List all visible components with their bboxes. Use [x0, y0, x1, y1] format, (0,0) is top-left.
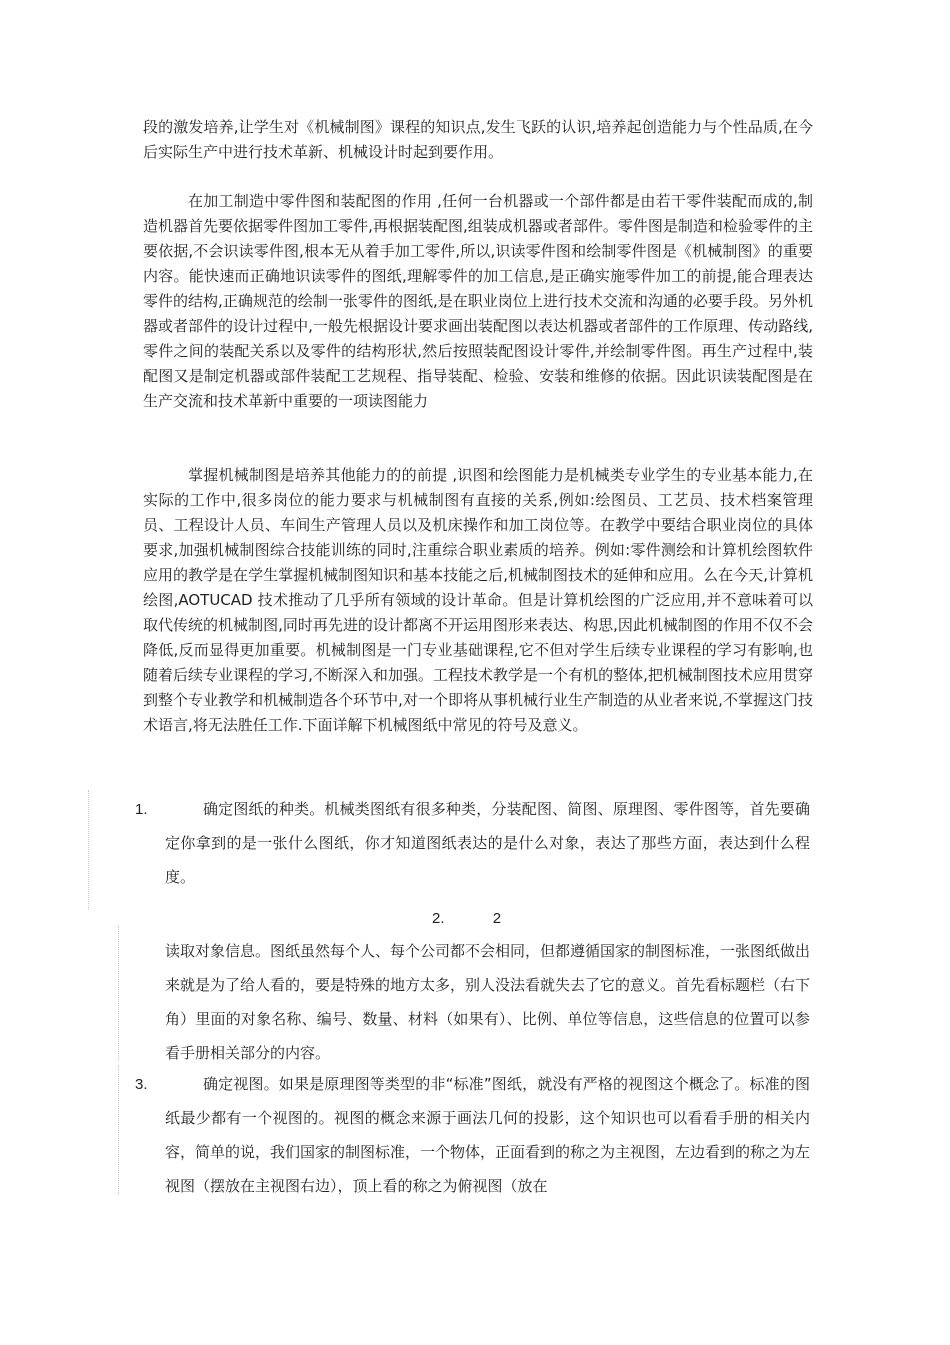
list-item-number: [432, 908, 501, 930]
list-item-text: 确定图纸的种类。机械类图纸有很多种类，分装配图、简图、原理图、零件图等，首先要确定你拿到的是一张什么图纸，你才知道图纸表达的是什么对象，表达了那些方面，表达到什么程度。: [165, 800, 810, 886]
list-guide-line: [118, 1065, 119, 1195]
list-item-number: 1.: [135, 801, 148, 818]
list-item-number: 3.: [135, 1076, 148, 1093]
paragraph-intro-continuation: 段的激发培养,让学生对《机械制图》课程的知识点,发生飞跃的认识,培养起创造能力与个性品质,在今后实际生产中进行技术革新、机械设计时起到要作用。: [143, 118, 813, 161]
list-item-number-primary: 2.: [432, 910, 445, 927]
paragraph-part-drawing-role: 在加工制造中零件图和装配图的作用 ,任何一台机器或一个部件都是由若干零件装配而成的,制造机器首先要依据零件图加工零件,再根据装配图,组装成机器或者部件。零件图是制造和检验零件的主要依据,不会识读零件图,根本无从着手加工零件,所以,识读零件图和绘制零件图是《机械制图》的重要内容。能快速而正确地识读零件的图纸,理解零件的加工信息,是正确实施零件加工的前提,能合理表达零件的结构,正确规范的绘制一张零件的图纸,是在职业岗位上进行技术交流和沟通的必要手段。另外机器或者部件的设计过程中,一般先根据设计要求画出装配图以表达机器或者部件的工作原理、传动路线,零件之间的装配关系以及零件的结构形状,然后按照装配图设计零件,并绘制零件图。再生产过程中,装配图又是制定机器或部件装配工艺规程、指导装配、检验、安装和维修的依据。因此识读装配图是在生产交流和技术革新中重要的一项读图能力: [143, 192, 813, 410]
paragraph-mastering-drawing: 掌握机械制图是培养其他能力的的前提 ,识图和绘图能力是机械类专业学生的专业基本能力,在实际的工作中,很多岗位的能力要求与机械制图有直接的关系,例如:绘图员、工艺员、技术档案管理员、工程设计人员、车间生产管理人员以及机床操作和加工岗位等。在教学中要结合职业岗位的具体要求,加强机械制图综合技能训练的同时,注重综合职业素质的培养。例如:零件测绘和计算机绘图软件应用的教学是在学生掌握机械制图知识和基本技能之后,机械制图技术的延伸和应用。么在今天,计算机绘图,AOTUCAD 技术推动了几乎所有领域的设计革命。但是计算机绘图的广泛应用,并不意味着可以取代传统的机械制图,同时再先进的设计都离不开运用图形来表达、构思,因此机械制图的作用不仅不会降低,反而显得更加重要。机械制图是一门专业基础课程,它不但对学生后续专业课程的学习有影响,也随着后续专业课程的学习,不断深入和加强。工程技术教学是一个有机的整体,把机械制图技术应用贯穿到整个专业教学和机械制造各个环节中,对一个即将从事机械行业生产制造的从业者来说,不掌握这门技术语言,将无法胜任工作.下面详解下机械图纸中常见的符号及意义。: [143, 466, 813, 734]
list-item-text: 确定视图。如果是原理图等类型的非“标准”图纸，就没有严格的视图这个概念了。标准的图纸最少都有一个视图的。视图的概念来源于画法几何的投影，这个知识也可以看看手册的相关内容，简单的说，我们国家的制图标准，一个物体，正面看到的称之为主视图，左边看到的称之为左视图（摆放在主视图右边），顶上看的称之为俯视图（放在: [165, 1075, 811, 1195]
list-guide-line: [118, 925, 119, 1060]
list-item-text: 读取对象信息。图纸虽然每个人、每个公司都不会相同，但都遵循国家的制图标准，一张图纸做出来就是为了给人看的，要是特殊的地方太多，别人没法看就失去了它的意义。首先看标题栏（右下角）里面的对象名称、编号、数量、材料（如果有）、比例、单位等信息，这些信息的位置可以参看手册相关部分的内容。: [165, 942, 811, 1062]
list-guide-line: [88, 790, 89, 910]
list-item-number-secondary: 2: [492, 910, 502, 927]
